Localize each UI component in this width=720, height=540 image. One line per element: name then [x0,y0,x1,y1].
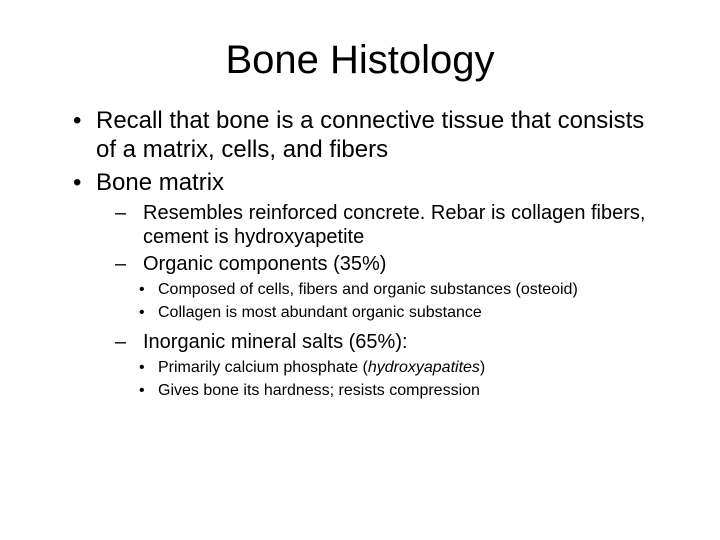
bullet-item-bone-matrix [0,168,720,197]
sub-sub-bullet-item-primarily [0,358,720,377]
bullet-marker: • [139,382,145,399]
text-suffix: ) [479,359,486,376]
slide-content [0,106,720,404]
sub-bullet-text: Organic components (35%) [143,253,387,275]
bullet-marker: • [73,107,82,134]
sub-bullet-item-rebar [0,201,720,249]
sub-sub-bullet-text: Gives bone its hardness; resists compression [158,382,480,399]
text-prefix: Primarily calcium phosphate ( [158,359,368,376]
sub-bullet-item-inorganic [0,330,720,354]
sub-sub-bullet-text: Collagen is most abundant organic substance [158,304,482,321]
dash-marker: – [115,253,127,275]
dash-marker: – [115,331,127,353]
sub-sub-bullet-item-composed [0,280,720,299]
bullet-text: Recall that bone is a connective tissue that consists of a matrix, cells, and fibers [96,107,645,163]
dash-marker: – [115,202,127,224]
bullet-marker: • [73,169,82,196]
bullet-text: Bone matrix [96,169,225,196]
bullet-marker: • [139,281,145,298]
bullet-marker: • [139,359,145,376]
sub-sub-bullet-item-hardness [0,381,720,400]
sub-bullet-text: Resembles reinforced concrete. Rebar is collagen fibers, cement is hydroxyapetite [143,202,646,248]
sub-sub-bullet-text [158,358,648,377]
bullet-marker: • [139,304,145,321]
sub-sub-bullet-item-collagen [0,303,720,322]
sub-sub-bullet-text: Composed of cells, fibers and organic substances (osteoid) [158,281,578,298]
sub-bullet-item-organic [0,252,720,276]
slide-title: Bone Histology [225,38,495,82]
bullet-item-recall [0,106,720,164]
italic-term: hydroxyapatites [367,359,480,376]
sub-bullet-text: Inorganic mineral salts (65%): [143,331,408,353]
